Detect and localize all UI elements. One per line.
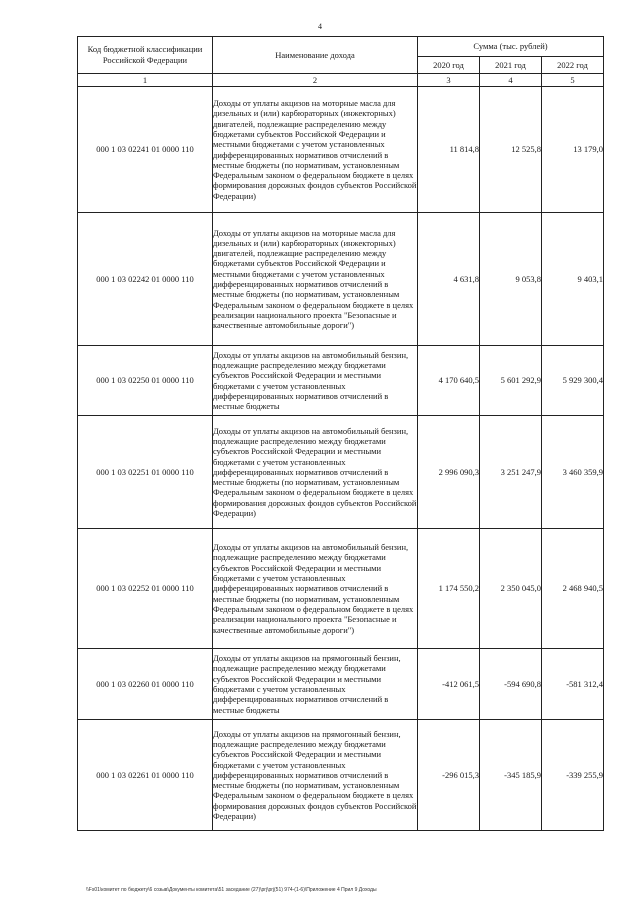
- header-code: Код бюджетной классификации Российской Федерации: [78, 37, 213, 74]
- row-value-2022: 2 468 940,5: [542, 529, 604, 649]
- table-row: [78, 87, 604, 213]
- row-value-2021: 5 601 292,9: [480, 346, 542, 416]
- row-code: 000 1 03 02250 01 0000 110: [78, 346, 213, 416]
- row-value-2022: 9 403,1: [542, 213, 604, 346]
- col-number-3: 3: [418, 74, 480, 87]
- file-path-footer: \\Fs01\комитет по бюджету\6 созыв\Документы комитета\51 заседание (27)\prj\prj(51) 974-(1-6)\Приложение 4 Прил 9 Доходы: [86, 887, 377, 893]
- col-number-5: 5: [542, 74, 604, 87]
- row-name: Доходы от уплаты акцизов на прямогонный бензин, подлежащие распределению между бюджетами субъектов Российской Федерации и местными бюджетами с учетом установленных дифференцированных нормативов отчислений в местные бюджеты (по нормативам, установленным Федеральным законом о федеральном бюджете в целях формирования дорожных фондов субъектов Российской Федерации): [213, 720, 418, 831]
- row-value-2022: 5 929 300,4: [542, 346, 604, 416]
- row-value-2022: 3 460 359,9: [542, 416, 604, 529]
- row-value-2020: 4 170 640,5: [418, 346, 480, 416]
- table-row: [78, 720, 604, 831]
- row-name: Доходы от уплаты акцизов на прямогонный бензин, подлежащие распределению между бюджетами субъектов Российской Федерации и местными бюджетами с учетом установленных дифференцированных нормативов отчислений в местные бюджеты: [213, 649, 418, 720]
- row-value-2022: 13 179,0: [542, 87, 604, 213]
- row-value-2022: -339 255,9: [542, 720, 604, 831]
- row-value-2021: -345 185,9: [480, 720, 542, 831]
- table-row: [78, 416, 604, 529]
- row-value-2022: -581 312,4: [542, 649, 604, 720]
- row-value-2021: 12 525,8: [480, 87, 542, 213]
- col-number-1: 1: [78, 74, 213, 87]
- header-year-2020: 2020 год: [418, 57, 480, 74]
- row-code: 000 1 03 02260 01 0000 110: [78, 649, 213, 720]
- row-name: Доходы от уплаты акцизов на моторные масла для дизельных и (или) карбюраторных (инжекторных) двигателей, подлежащие распределению между бюджетами субъектов Российской Федерации и местными бюджетами с учетом установленных дифференцированных нормативов отчислений в местные бюджеты (по нормативам, установленным Федеральным законом о федеральном бюджете в целях формирования дорожных фондов субъектов Российской Федерации): [213, 87, 418, 213]
- row-name: Доходы от уплаты акцизов на автомобильный бензин, подлежащие распределению между бюджетами субъектов Российской Федерации и местными бюджетами с учетом установленных дифференцированных нормативов отчислений в местные бюджеты: [213, 346, 418, 416]
- table-row: [78, 529, 604, 649]
- row-code: 000 1 03 02242 01 0000 110: [78, 213, 213, 346]
- row-value-2020: 4 631,8: [418, 213, 480, 346]
- col-number-4: 4: [480, 74, 542, 87]
- revenue-table: [77, 36, 604, 831]
- row-value-2021: 2 350 045,0: [480, 529, 542, 649]
- row-code: 000 1 03 02251 01 0000 110: [78, 416, 213, 529]
- header-name: Наименование дохода: [213, 37, 418, 74]
- header-sum: Сумма (тыс. рублей): [418, 37, 604, 57]
- table-row: [78, 213, 604, 346]
- table-row: [78, 649, 604, 720]
- row-name: Доходы от уплаты акцизов на автомобильный бензин, подлежащие распределению между бюджетами субъектов Российской Федерации и местными бюджетами с учетом установленных дифференцированных нормативов отчислений в местные бюджеты (по нормативам, установленным Федеральным законом о федеральном бюджете в целях реализации национального проекта "Безопасные и качественные автомобильные дороги"): [213, 529, 418, 649]
- row-code: 000 1 03 02252 01 0000 110: [78, 529, 213, 649]
- row-value-2021: 3 251 247,9: [480, 416, 542, 529]
- row-value-2021: 9 053,8: [480, 213, 542, 346]
- row-value-2020: 1 174 550,2: [418, 529, 480, 649]
- table-row: [78, 346, 604, 416]
- col-number-2: 2: [213, 74, 418, 87]
- row-value-2021: -594 690,8: [480, 649, 542, 720]
- header-year-2021: 2021 год: [480, 57, 542, 74]
- row-name: Доходы от уплаты акцизов на моторные масла для дизельных и (или) карбюраторных (инжекторных) двигателей, подлежащие распределению между бюджетами субъектов Российской Федерации и местными бюджетами с учетом установленных дифференцированных нормативов отчислений в местные бюджеты (по нормативам, установленным Федеральным законом о федеральном бюджете в целях реализации национального проекта "Безопасные и качественные автомобильные дороги"): [213, 213, 418, 346]
- row-value-2020: 11 814,8: [418, 87, 480, 213]
- row-code: 000 1 03 02241 01 0000 110: [78, 87, 213, 213]
- row-code: 000 1 03 02261 01 0000 110: [78, 720, 213, 831]
- row-value-2020: -412 061,5: [418, 649, 480, 720]
- row-name: Доходы от уплаты акцизов на автомобильный бензин, подлежащие распределению между бюджетами субъектов Российской Федерации и местными бюджетами с учетом установленных дифференцированных нормативов отчислений в местные бюджеты (по нормативам, установленным Федеральным законом о федеральном бюджете в целях формирования дорожных фондов субъектов Российской Федерации): [213, 416, 418, 529]
- header-year-2022: 2022 год: [542, 57, 604, 74]
- page-number: 4: [318, 22, 322, 31]
- row-value-2020: 2 996 090,3: [418, 416, 480, 529]
- row-value-2020: -296 015,3: [418, 720, 480, 831]
